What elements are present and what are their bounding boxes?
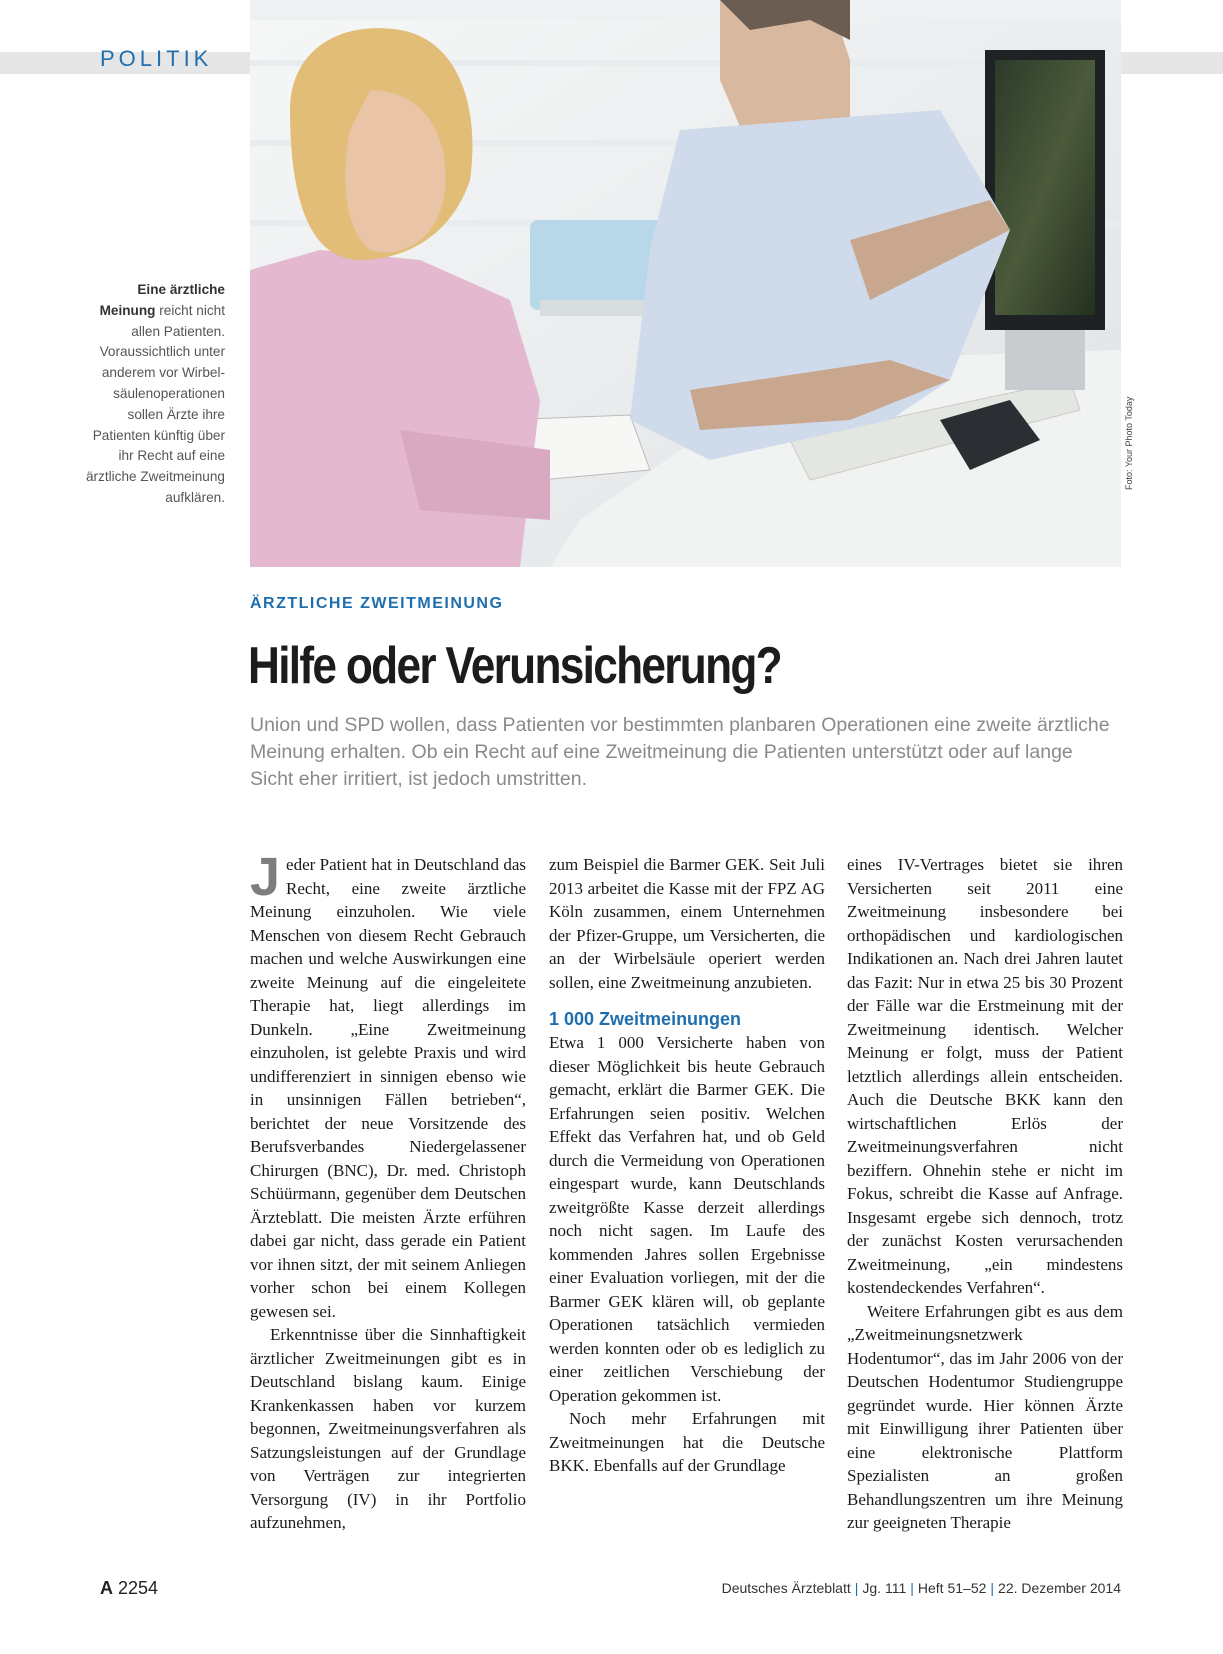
article-photo xyxy=(250,0,1121,567)
caption-text: reicht nicht allen Patienten. Voraussichtlich unter anderem vor Wirbelsäulenoperationen sollen Ärzte ihre Patienten künftig über ihr Recht auf eine ärztliche Zweitmeinung aufklären. xyxy=(85,302,225,505)
section-label: POLITIK xyxy=(100,46,213,71)
article-column-2 xyxy=(549,853,825,1478)
article-lead: Union und SPD wollen, dass Patienten vor bestimmten planbaren Operationen eine zweite ärztliche Meinung erhalten. Ob ein Recht auf eine Zweitmeinung die Patienten unterstützt oder auf lange Sicht eher irritiert, ist jedoch umstritten. xyxy=(250,714,1110,790)
page-number-value: 2254 xyxy=(118,1578,159,1598)
photo-illustration xyxy=(250,0,1121,567)
page-number xyxy=(100,1578,158,1599)
paragraph: eines IV-Vertrages bietet sie ihren Versicherten seit 2011 eine Zweitmeinung insbesondere bei orthopädischen und kardiologischen Indikationen an. Nach drei Jahren lautet das Fazit: Nur in etwa 25 bis 30 Prozent der Fälle war die Erstmeinung mit der Zweitmeinung identisch. Welcher Meinung er folgt, muss der Patient letztlich allerdings allein entscheiden. Auch die Deutsche BKK kann den wirtschaftlichen Erlös der Zweitmeinungsverfahren nicht beziffern. Ohnehin stehe er nicht im Fokus, schreibt die Kasse auf Anfrage. Insgesamt ergebe sich dennoch, trotz der zunächst Kosten verursachenden Zweitmeinung, „ein mindestens kostendeckendes Verfahren“. xyxy=(847,855,1123,1297)
article-headline: Hilfe oder Verunsicherung? xyxy=(248,637,781,695)
caption-bold: Eine ärztliche Meinung xyxy=(99,282,225,318)
article-subhead: 1 000 Zweitmeinungen xyxy=(549,1009,742,1029)
photo-credit: Foto: Your Photo Today xyxy=(1124,396,1134,490)
separator: | xyxy=(910,1580,914,1596)
article-column-1 xyxy=(250,847,526,1535)
paragraph: Etwa 1 000 Versicherte haben von dieser Möglichkeit bis heute Gebrauch gemacht, erklärt die Barmer GEK. Die Erfahrungen seien positiv. Welchen Effekt das Verfahren hat, und ob Geld durch die Vermeidung von Operationen eingespart wurde, kann Deutschlands zweitgrößte Kasse derzeit allerdings noch nicht sagen. Im Laufe des kommenden Jahres sollen Ergebnisse einer Evaluation vorliegen, mit der die Barmer GEK klären will, ob geplante Operationen tatsächlich vermieden werden konnten oder ob es lediglich zu einer zeitlichen Verschiebung der Operation gekommen ist. xyxy=(549,1033,825,1405)
paragraph: Noch mehr Erfahrungen mit Zweitmeinungen hat die Deutsche BKK. Ebenfalls auf der Grundlage xyxy=(549,1409,825,1475)
paragraph: Erkenntnisse über die Sinnhaftigkeit ärztlicher Zweitmeinungen gibt es in Deutschland bislang kaum. Einige Krankenkassen haben vor kurzem begonnen, Zweitmeinungsverfahren als Satzungsleistungen auf der Grundlage von Verträgen zur integrierten Versorgung (IV) in ihr Portfolio aufzunehmen, xyxy=(250,1325,526,1532)
article-kicker: ÄRZTLICHE ZWEITMEINUNG xyxy=(250,595,504,612)
article-column-3 xyxy=(847,853,1123,1535)
separator: | xyxy=(990,1580,995,1596)
issue-date: 22. Dezember 2014 xyxy=(998,1580,1121,1596)
journal-name: Deutsches Ärzteblatt xyxy=(721,1580,851,1596)
dropcap: J xyxy=(250,847,281,907)
issue: Heft 51–52 xyxy=(917,1580,987,1596)
separator: | xyxy=(854,1580,859,1596)
page-prefix: A xyxy=(100,1578,113,1598)
paragraph: zum Beispiel die Barmer GEK. Seit Juli 2013 arbeitet die Kasse mit der FPZ AG Köln zusammen, einem Unternehmen der Pfizer-Gruppe, um Versicherten, die an der Wirbelsäule operiert werden sollen, eine Zweitmeinung anzubieten. xyxy=(549,855,825,992)
footer-publication xyxy=(722,1580,1121,1596)
photo-caption xyxy=(80,280,225,509)
paragraph: Weitere Erfahrungen gibt es aus dem „Zweitmeinungsnetzwerk Hodentumor“, das im Jahr 2006 von der Deutschen Hodentumor Studiengruppe gegründet wurde. Hier können Ärzte mit Einwilligung ihrer Patienten über eine elektronische Plattform Spezialisten an großen Behandlungszentren um ihre Meinung zur geeigneten Therapie xyxy=(847,1301,1123,1532)
volume: Jg. 111 xyxy=(862,1580,907,1596)
paragraph xyxy=(250,847,526,1323)
paragraph-text: eder Patient hat in Deutschland das Recht, eine zweite ärztliche Meinung einzuholen. Wie viele Menschen von diesem Recht Gebrauch machen und welche Auswirkungen eine zweite Meinung auf die eingeleitete Therapie hat, liegt allerdings im Dunkeln. „Eine Zweitmeinung einzuholen, ist gelebte Praxis und wird undifferenziert in sinnigen ebenso wie in unsinnigen Fällen betrieben“, berichtet der neue Vorsitzende des Berufsverbandes Niedergelassener Chirurgen (BNC), Dr. med. Christoph Schüürmann, gegenüber dem Deutschen Ärzteblatt. Die meisten Ärzte erführen dabei gar nicht, dass gerade ein Patient vor ihnen sitzt, der mit seinem Anliegen vorher schon bei einem Kollegen gewesen sei. xyxy=(250,855,526,1321)
